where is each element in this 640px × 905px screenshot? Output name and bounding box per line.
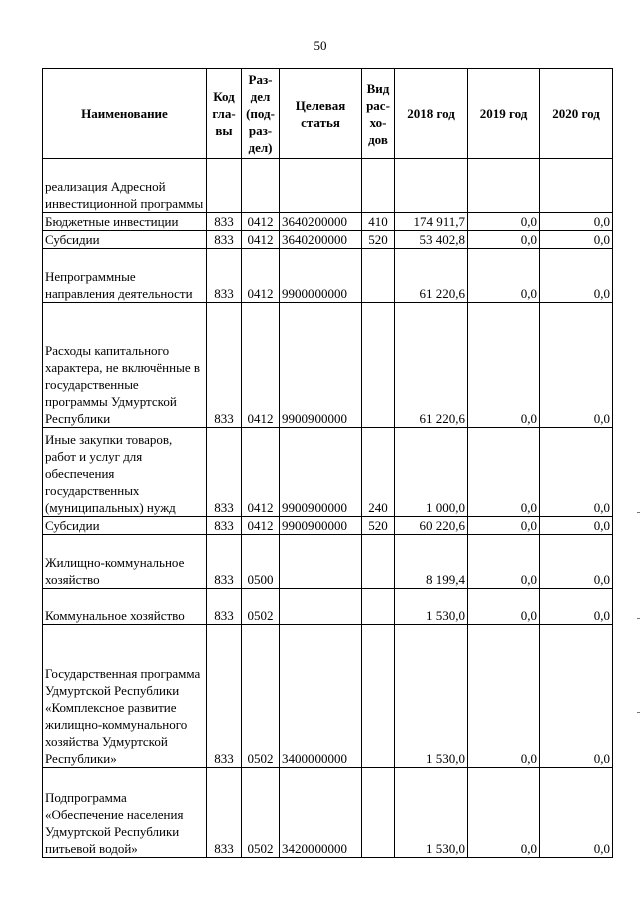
header-section: Раз-дел (под-раз-дел) <box>242 69 280 159</box>
row-section: 0412 <box>242 231 280 249</box>
row-chapter: 833 <box>207 625 242 768</box>
row-2019: 0,0 <box>468 303 540 428</box>
row-type <box>362 768 395 858</box>
row-name: Бюджетные инвестиции <box>43 213 207 231</box>
header-expense-type: Вид рас-хо-дов <box>362 69 395 159</box>
row-2019: 0,0 <box>468 589 540 625</box>
row-chapter: 833 <box>207 768 242 858</box>
row-target <box>280 589 362 625</box>
table-row <box>43 768 613 858</box>
row-chapter: 833 <box>207 213 242 231</box>
table-row <box>43 625 613 768</box>
table-row <box>43 249 613 303</box>
header-target: Целевая статья <box>280 69 362 159</box>
row-type: 410 <box>362 213 395 231</box>
row-chapter: 833 <box>207 249 242 303</box>
row-name: реализация Адресной инвестиционной программы <box>43 159 207 213</box>
row-name: Коммунальное хозяйство <box>43 589 207 625</box>
row-2018: 1 530,0 <box>395 625 468 768</box>
row-section: 0412 <box>242 249 280 303</box>
row-type <box>362 535 395 589</box>
row-type <box>362 249 395 303</box>
row-type: 520 <box>362 517 395 535</box>
row-2020: 0,0 <box>540 303 613 428</box>
row-name: Субсидии <box>43 517 207 535</box>
row-target: 9900900000 <box>280 517 362 535</box>
budget-table <box>42 68 613 858</box>
row-section: 0412 <box>242 303 280 428</box>
row-section: 0500 <box>242 535 280 589</box>
row-2018: 60 220,6 <box>395 517 468 535</box>
row-2020: 0,0 <box>540 517 613 535</box>
row-section: 0502 <box>242 768 280 858</box>
row-name: Непрограммные направления деятельности <box>43 249 207 303</box>
row-2020: 0,0 <box>540 428 613 517</box>
table-row <box>43 159 613 213</box>
header-2020: 2020 год <box>540 69 613 159</box>
table-header-row <box>43 69 613 159</box>
row-2020: 0,0 <box>540 213 613 231</box>
row-target: 9900900000 <box>280 428 362 517</box>
page-number: 50 <box>313 38 327 53</box>
row-chapter: 833 <box>207 231 242 249</box>
row-2018: 1 530,0 <box>395 589 468 625</box>
row-section: 0502 <box>242 589 280 625</box>
table-row <box>43 231 613 249</box>
row-2018: 1 530,0 <box>395 768 468 858</box>
row-2019: 0,0 <box>468 768 540 858</box>
row-section: 0412 <box>242 517 280 535</box>
row-type: 520 <box>362 231 395 249</box>
row-target: 9900000000 <box>280 249 362 303</box>
row-name: Иные закупки товаров, работ и услуг для обеспечения государственных (муниципальных) нужд <box>43 428 207 517</box>
row-2019: 0,0 <box>468 231 540 249</box>
row-2020: 0,0 <box>540 768 613 858</box>
row-name: Расходы капитального характера, не включённые в государственные программы Удмуртской Республики <box>43 303 207 428</box>
row-chapter: 833 <box>207 303 242 428</box>
row-name: Субсидии <box>43 231 207 249</box>
row-target: 9900900000 <box>280 303 362 428</box>
row-target: 3640200000 <box>280 213 362 231</box>
row-name: Жилищно-коммунальное хозяйство <box>43 535 207 589</box>
row-target <box>280 535 362 589</box>
row-chapter: 833 <box>207 428 242 517</box>
row-chapter: 833 <box>207 517 242 535</box>
row-2019: 0,0 <box>468 249 540 303</box>
row-name: Государственная программа Удмуртской Республики «Комплексное развитие жилищно-коммунального хозяйства Удмуртской Республики» <box>43 625 207 768</box>
row-target: 3420000000 <box>280 768 362 858</box>
row-chapter <box>207 159 242 213</box>
table-row <box>43 213 613 231</box>
table-row <box>43 535 613 589</box>
row-2020 <box>540 159 613 213</box>
row-2018: 174 911,7 <box>395 213 468 231</box>
row-2018: 1 000,0 <box>395 428 468 517</box>
row-type: 240 <box>362 428 395 517</box>
row-2018 <box>395 159 468 213</box>
row-section: 0412 <box>242 428 280 517</box>
header-chapter-code: Код гла-вы <box>207 69 242 159</box>
row-chapter: 833 <box>207 535 242 589</box>
header-2018: 2018 год <box>395 69 468 159</box>
table-row <box>43 517 613 535</box>
row-2018: 61 220,6 <box>395 303 468 428</box>
row-2020: 0,0 <box>540 249 613 303</box>
row-2020: 0,0 <box>540 589 613 625</box>
row-2019: 0,0 <box>468 213 540 231</box>
row-type <box>362 589 395 625</box>
row-2019: 0,0 <box>468 517 540 535</box>
row-2020: 0,0 <box>540 535 613 589</box>
row-2019: 0,0 <box>468 625 540 768</box>
row-2018: 53 402,8 <box>395 231 468 249</box>
table-row <box>43 428 613 517</box>
row-type <box>362 303 395 428</box>
row-type <box>362 625 395 768</box>
table-row <box>43 303 613 428</box>
row-target: 3400000000 <box>280 625 362 768</box>
row-chapter: 833 <box>207 589 242 625</box>
row-name: Подпрограмма «Обеспечение населения Удмуртской Республики питьевой водой» <box>43 768 207 858</box>
header-name: Наименование <box>43 69 207 159</box>
header-2019: 2019 год <box>468 69 540 159</box>
row-section <box>242 159 280 213</box>
row-section: 0502 <box>242 625 280 768</box>
row-2020: 0,0 <box>540 625 613 768</box>
row-2018: 8 199,4 <box>395 535 468 589</box>
row-target: 3640200000 <box>280 231 362 249</box>
row-section: 0412 <box>242 213 280 231</box>
row-2018: 61 220,6 <box>395 249 468 303</box>
table-row <box>43 589 613 625</box>
row-2019 <box>468 159 540 213</box>
row-target <box>280 159 362 213</box>
row-type <box>362 159 395 213</box>
row-2019: 0,0 <box>468 535 540 589</box>
row-2019: 0,0 <box>468 428 540 517</box>
row-2020: 0,0 <box>540 231 613 249</box>
